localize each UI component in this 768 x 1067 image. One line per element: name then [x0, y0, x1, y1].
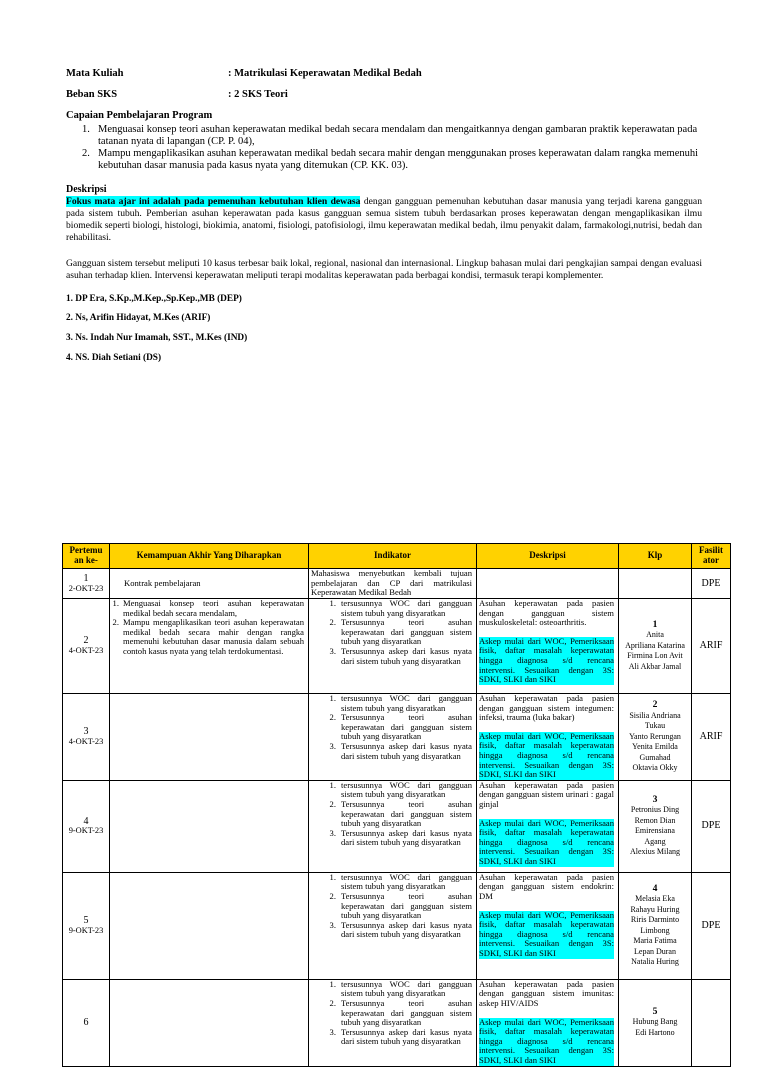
group-member: Emirensiana: [635, 826, 675, 836]
deskripsi-highlight: Fokus mata ajar ini adalah pada pemenuhan kebutuhan klien dewasa: [66, 196, 361, 207]
cell-klp: [619, 569, 692, 599]
askep-highlight: Askep mulai dari WOC, Pemeriksaan fisik, daftar masalah keperawatan hingga diagnosa s/d rencana intervensi. Sesuaikan dengan 3S: SDKI, SLKI dan SIKI: [479, 635, 614, 685]
meta-label: Beban SKS: [66, 89, 118, 100]
list-item-number: 2.: [329, 798, 336, 809]
group-member: Agang: [644, 836, 666, 846]
meeting-number: 4: [83, 815, 89, 827]
list-item-text: Tersusunnya teori asuhan keperawatan dari gangguan sistem tubuh yang disyaratkan: [341, 712, 472, 742]
meta-mata-kuliah: [66, 68, 422, 79]
header-indikator: Indikator: [309, 544, 477, 569]
meeting-number: 6: [83, 1016, 89, 1028]
list-item-text: Tersusunnya askep dari kasus nyata dari sistem tubuh yang disyaratkan: [341, 1026, 472, 1047]
group-number: 3: [652, 793, 658, 805]
list-item-text: tersusunnya WOC dari gangguan sistem tubuh yang disyaratkan: [341, 978, 472, 999]
meeting-date: 9-OKT-23: [68, 826, 104, 836]
list-item-text: Tersusunnya teori asuhan keperawatan dari gangguan sistem tubuh yang disyaratkan: [341, 798, 472, 829]
list-item-text: tersusunnya WOC dari gangguan sistem tubuh yang disyaratkan: [341, 598, 472, 618]
group-member: Firmina Lon Avit: [627, 651, 683, 661]
cell-fasilitator: DPE: [692, 872, 731, 979]
group-member: Petronius Ding: [630, 805, 680, 815]
meta-label: Mata Kuliah: [66, 68, 124, 79]
meeting-date: 4-OKT-23: [68, 736, 104, 746]
list-item-text: Tersusunnya askep dari kasus nyata dari sistem tubuh yang disyaratkan: [341, 645, 472, 666]
list-item-text: tersusunnya WOC dari gangguan sistem tubuh yang disyaratkan: [341, 779, 472, 800]
list-item-number: 2.: [329, 890, 336, 901]
meta-value: : 2 SKS Teori: [228, 89, 288, 100]
header-deskripsi: Deskripsi: [477, 544, 619, 569]
deskripsi-title: Deskripsi: [66, 184, 107, 195]
cell-kemampuan: [110, 599, 309, 694]
cell-pertemuan: [63, 599, 110, 694]
capaian-list: [82, 124, 702, 172]
list-item-text: Tersusunnya teori asuhan keperawatan dari gangguan sistem tubuh yang disyaratkan: [341, 617, 472, 647]
list-item-number: 1.: [329, 978, 336, 989]
cell-deskripsi: [477, 979, 619, 1066]
group-member: Oktavia Okky: [632, 763, 678, 773]
deskripsi-paragraph-2: Gangguan sistem tersebut meliputi 10 kasus terbesar baik lokal, regional, nasional dan internasional. Lingkup bahasan mulai dari pengkajian sampai dengan evaluasi asuhan terhadap klien. Intervensi keperawatan meliputi terapi modalitas keperawatan pada berbagai kondisi, termasuk terapi komplementer.: [66, 258, 702, 281]
cell-indikator: [309, 872, 477, 979]
list-item-text: Tersusunnya askep dari kasus nyata dari sistem tubuh yang disyaratkan: [341, 919, 472, 940]
group-member: Tukau: [644, 721, 666, 731]
capaian-item-text: Menguasai konsep teori asuhan keperawatan medikal bedah secara mendalam dan mengaitkannya dengan gambaran praktik keperawatan pada tatanan nyata di lapangan (CP. P. 04),: [98, 124, 698, 147]
group-member: Melasia Eka: [635, 894, 675, 904]
group-number: 2: [652, 699, 658, 711]
list-item: [311, 980, 472, 999]
list-item: [311, 742, 472, 761]
meeting-number: 2: [83, 635, 89, 647]
cell-klp: [619, 979, 692, 1066]
group-member: Sisilia Andriana: [629, 710, 681, 720]
cell-kemampuan: [110, 780, 309, 872]
list-item-number: 3.: [329, 645, 336, 656]
meeting-date: 4-OKT-23: [68, 646, 104, 655]
cell-kemampuan: [110, 872, 309, 979]
list-item: [311, 694, 472, 713]
cell-deskripsi: [477, 780, 619, 872]
group-member: Alexius Milang: [630, 847, 680, 857]
list-item-number: 3.: [329, 827, 336, 838]
list-item: [311, 599, 472, 618]
cell-indikator: Mahasiswa menyebutkan kembali tujuan pembelajaran dan CP dari matrikulasi Keperawatan Medikal Bedah: [309, 569, 477, 599]
capaian-item-number: 1.: [82, 124, 90, 135]
deskripsi-paragraph-1-text: dengan gangguan pemenuhan kebutuhan dasar manusia yang terjadi karena gangguan pada sistem tubuh. Pemberian asuhan keperawatan pada kasus gangguan semua sistem tubuh berdasarkan proses keperawatan dengan mengaplikasikan ilmu biomedik seperti biologi, histologi, biokimia, anatomi, fisiologi, patofisiologi, ilmu keperawatan medikal bedah, ilmu penyakit dalam, farmakologi,nutrisi, bedah dan rehabilitasi.: [66, 196, 702, 243]
list-item-number: 2.: [112, 617, 119, 628]
header-kemampuan: Kemampuan Akhir Yang Diharapkan: [110, 544, 309, 569]
list-item: [311, 1028, 472, 1047]
cell-indikator: [309, 979, 477, 1066]
cell-fasilitator: [692, 979, 731, 1066]
capaian-item: [82, 124, 702, 147]
list-item: [311, 999, 472, 1028]
cell-fasilitator: DPE: [692, 780, 731, 872]
group-member: Limbong: [640, 925, 670, 935]
list-item: [311, 800, 472, 829]
cell-deskripsi: [477, 872, 619, 979]
list-item-number: 1.: [329, 779, 336, 790]
cell-klp: [619, 780, 692, 872]
meeting-number: 1: [83, 572, 89, 584]
deskripsi-text: Asuhan keperawatan pada pasien dengan gangguan sistem endokrin: DM: [479, 871, 614, 901]
cell-deskripsi: [477, 694, 619, 781]
group-member: Ali Akbar Jamal: [628, 661, 682, 671]
list-item: [311, 921, 472, 940]
group-member: Yanto Rerungan: [629, 731, 681, 741]
list-item: [311, 829, 472, 848]
cell-indikator: [309, 599, 477, 694]
list-item-text: Tersusunnya askep dari kasus nyata dari sistem tubuh yang disyaratkan: [341, 827, 472, 848]
table-row: [63, 569, 731, 599]
list-item: [311, 781, 472, 800]
list-item-text: Tersusunnya askep dari kasus nyata dari sistem tubuh yang disyaratkan: [341, 740, 472, 761]
group-member: Remon Dian: [634, 815, 676, 825]
list-item-text: Tersusunnya teori asuhan keperawatan dari gangguan sistem tubuh yang disyaratkan: [341, 997, 472, 1028]
group-number: 1: [652, 618, 658, 630]
table-row: [63, 694, 731, 781]
cell-fasilitator: ARIF: [692, 694, 731, 781]
team-member: 2. Ns, Arifin Hidayat, M.Kes (ARIF): [66, 313, 211, 323]
group-member: Natalia Huring: [631, 957, 679, 967]
team-member: 1. DP Era, S.Kp.,M.Kep.,Sp.Kep.,MB (DEP): [66, 294, 242, 304]
deskripsi-text: Asuhan keperawatan pada pasien dengan gangguan sistem muskuloskeletal: osteoarthritis.: [479, 598, 614, 628]
list-item-number: 2.: [329, 997, 336, 1008]
list-item-text: Tersusunnya teori asuhan keperawatan dari gangguan sistem tubuh yang disyaratkan: [341, 890, 472, 921]
list-item: [311, 873, 472, 892]
deskripsi-text: Asuhan keperawatan pada pasien dengan gangguan sistem imunitas: askep HIV/AIDS: [479, 978, 614, 1008]
cell-deskripsi: [477, 599, 619, 694]
deskripsi-paragraph-1: [66, 196, 702, 244]
askep-highlight: Askep mulai dari WOC, Pemeriksaan fisik, daftar masalah keperawatan hingga diagnosa s/d rencana intervensi. Sesuaikan dengan 3S: SDKI, SLKI dan SIKI: [479, 909, 614, 958]
team-member: 3. Ns. Indah Nur Imamah, SST., M.Kes (IND): [66, 333, 248, 343]
group-member: Maria Fatima: [633, 936, 677, 946]
cell-kemampuan: [110, 979, 309, 1066]
cell-pertemuan: [63, 872, 110, 979]
list-item: [311, 618, 472, 647]
list-item-number: 2.: [329, 712, 336, 723]
cell-klp: [619, 872, 692, 979]
list-item-text: Mampu mengaplikasikan teori asuhan keperawatan medikal bedah secara mahir dengan rangka memenuhi kebutuhan dasar manusia dalam sebuah contoh kasus nyata yang telah terdokumentasi.: [123, 617, 304, 656]
team-member: 4. NS. Diah Setiani (DS): [66, 353, 162, 363]
table-row: [63, 872, 731, 979]
cell-klp: [619, 694, 692, 781]
deskripsi-text: Asuhan keperawatan pada pasien dengan gangguan sistem integumen: infeksi, trauma (luka bakar): [479, 693, 614, 723]
capaian-title: Capaian Pembelajaran Program: [66, 110, 213, 121]
meta-value: : Matrikulasi Keperawatan Medikal Bedah: [228, 68, 422, 79]
cell-pertemuan: [63, 694, 110, 781]
meeting-number: 3: [83, 726, 89, 738]
list-item-text: Menguasai konsep teori asuhan keperawatan medikal bedah secara mendalam,: [123, 598, 304, 618]
deskripsi-text: Asuhan keperawatan pada pasien dengan gangguan sistem urinari : gagal ginjal: [479, 779, 614, 809]
askep-highlight: Askep mulai dari WOC, Pemeriksaan fisik, daftar masalah keperawatan hingga diagnosa s/d rencana intervensi. Sesuaikan dengan 3S: SDKI, SLKI dan SIKI: [479, 730, 614, 780]
meeting-date: 2-OKT-23: [68, 583, 104, 593]
cell-pertemuan: [63, 780, 110, 872]
group-member: Gumahad: [639, 752, 671, 762]
cell-pertemuan: [63, 979, 110, 1066]
table-row: [63, 599, 731, 694]
table-row: [63, 780, 731, 872]
capaian-item-text: Mampu mengaplikasikan asuhan keperawatan medikal bedah secara mahir dengan menggunakan proses keperawatan dalam rangka memenuhi kebutuhan dasar manusia pada kasus nyata yang ditemukan (CP. KK. 03).: [98, 148, 699, 171]
capaian-item: [82, 148, 702, 171]
list-item: [311, 892, 472, 921]
list-item: [112, 599, 304, 618]
group-member: Riris Darminto: [630, 915, 680, 925]
group-member: Hubung Bang: [632, 1017, 678, 1027]
askep-highlight: Askep mulai dari WOC, Pemeriksaan fisik, daftar masalah keperawatan hingga diagnosa s/d rencana intervensi. Sesuaikan dengan 3S: SDKI, SLKI dan SIKI: [479, 817, 614, 866]
group-member: Apriliana Katarina: [625, 640, 685, 650]
list-item: [311, 647, 472, 666]
list-item-number: 1.: [329, 598, 336, 608]
list-item-number: 3.: [329, 1026, 336, 1037]
group-member: Rahayu Huring: [630, 904, 680, 914]
list-item-number: 3.: [329, 919, 336, 930]
group-member: Anita: [646, 630, 664, 640]
cell-pertemuan: [63, 569, 110, 599]
table-header-row: [63, 544, 731, 569]
table-row: [63, 979, 731, 1066]
group-member: Lepan Duran: [634, 946, 676, 956]
meeting-number: 5: [83, 915, 89, 927]
cell-indikator: [309, 780, 477, 872]
cell-indikator: [309, 694, 477, 781]
list-item-number: 2.: [329, 617, 336, 628]
list-item-number: 1.: [112, 598, 119, 608]
cell-fasilitator: DPE: [692, 569, 731, 599]
meta-beban-sks: [66, 89, 288, 100]
capaian-item-number: 2.: [82, 148, 90, 159]
cell-klp: [619, 599, 692, 694]
list-item-number: 1.: [329, 871, 336, 882]
group-number: 4: [652, 882, 658, 894]
cell-kemampuan: [110, 694, 309, 781]
list-item-text: tersusunnya WOC dari gangguan sistem tubuh yang disyaratkan: [341, 871, 472, 892]
schedule-table: [62, 543, 731, 1067]
header-fasilitator: Fasilit ator: [692, 544, 731, 569]
cell-fasilitator: ARIF: [692, 599, 731, 694]
header-pertemuan: Pertemu an ke-: [63, 544, 110, 569]
cell-deskripsi: [477, 569, 619, 599]
askep-highlight: Askep mulai dari WOC, Pemeriksaan fisik, daftar masalah keperawatan hingga diagnosa s/d rencana intervensi. Sesuaikan dengan 3S: SDKI, SLKI dan SIKI: [479, 1016, 614, 1065]
cell-kemampuan: Kontrak pembelajaran: [110, 569, 309, 599]
list-item: [112, 618, 304, 656]
list-item-text: tersusunnya WOC dari gangguan sistem tubuh yang disyaratkan: [341, 693, 472, 713]
meeting-date: 9-OKT-23: [68, 925, 104, 935]
list-item-number: 1.: [329, 693, 336, 703]
group-member: Edi Hartono: [635, 1027, 675, 1037]
list-item-number: 3.: [329, 740, 336, 751]
header-klp: Klp: [619, 544, 692, 569]
list-item: [311, 713, 472, 742]
group-member: Yenita Emilda: [632, 742, 678, 752]
group-number: 5: [652, 1005, 658, 1017]
